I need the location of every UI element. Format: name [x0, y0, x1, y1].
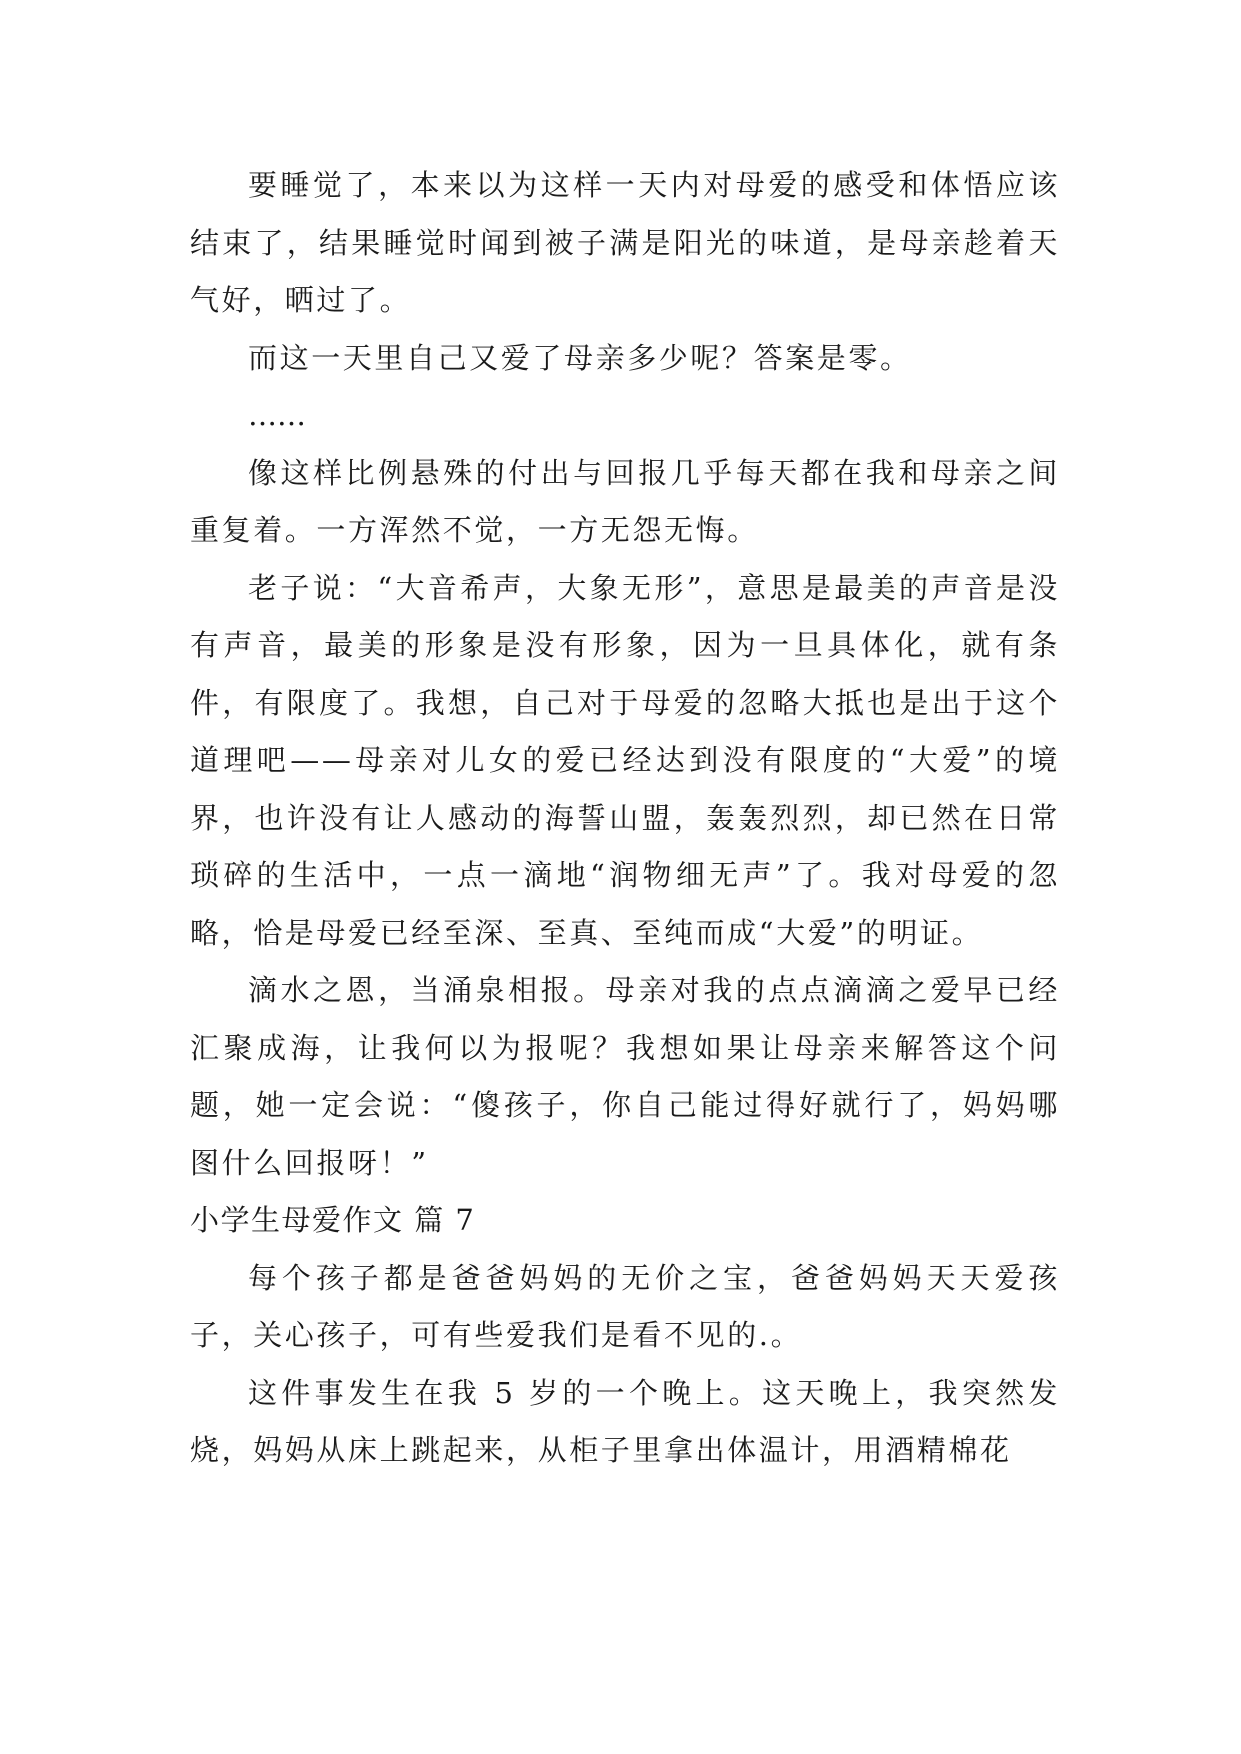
paragraph: 要睡觉了，本来以为这样一天内对母爱的感受和体悟应该结束了，结果睡觉时闻到被子满是阳光的味道，是母亲趁着天气好，晒过了。 — [190, 168, 1060, 317]
paragraph: 滴水之恩，当涌泉相报。母亲对我的点点滴滴之爱早已经汇聚成海，让我何以为报呢？我想如果让母亲来解答这个问题，她一定会说：“傻孩子，你自己能过得好就行了，妈妈哪图什么回报呀！” — [190, 973, 1060, 1180]
paragraph: 这件事发生在我 5 岁的一个晚上。这天晚上，我突然发烧，妈妈从床上跳起来，从柜子里拿出体温计，用酒精棉花 — [190, 1375, 1060, 1467]
document-body — [190, 157, 1060, 1480]
paragraph: 老子说：“大音希声，大象无形”，意思是最美的声音是没有声音，最美的形象是没有形象，因为一旦具体化，就有条件，有限度了。我想，自己对于母爱的忽略大抵也是出于这个道理吧——母亲对儿女的爱已经达到没有限度的“大爱”的境界，也许没有让人感动的海誓山盟，轰轰烈烈，却已然在日常琐碎的生活中，一点一滴地“润物细无声”了。我对母爱的忽略，恰是母爱已经至深、至真、至纯而成“大爱”的明证。 — [190, 570, 1060, 950]
paragraph: 每个孩子都是爸爸妈妈的无价之宝，爸爸妈妈天天爱孩子，关心孩子，可有些爱我们是看不见的.。 — [190, 1260, 1060, 1352]
paragraph: 像这样比例悬殊的付出与回报几乎每天都在我和母亲之间重复着。一方浑然不觉，一方无怨无悔。 — [190, 455, 1060, 547]
ellipsis-paragraph: …… — [248, 398, 306, 432]
paragraph: 而这一天里自己又爱了母亲多少呢？答案是零。 — [248, 340, 912, 375]
section-heading: 小学生母爱作文 篇 7 — [190, 1203, 476, 1237]
